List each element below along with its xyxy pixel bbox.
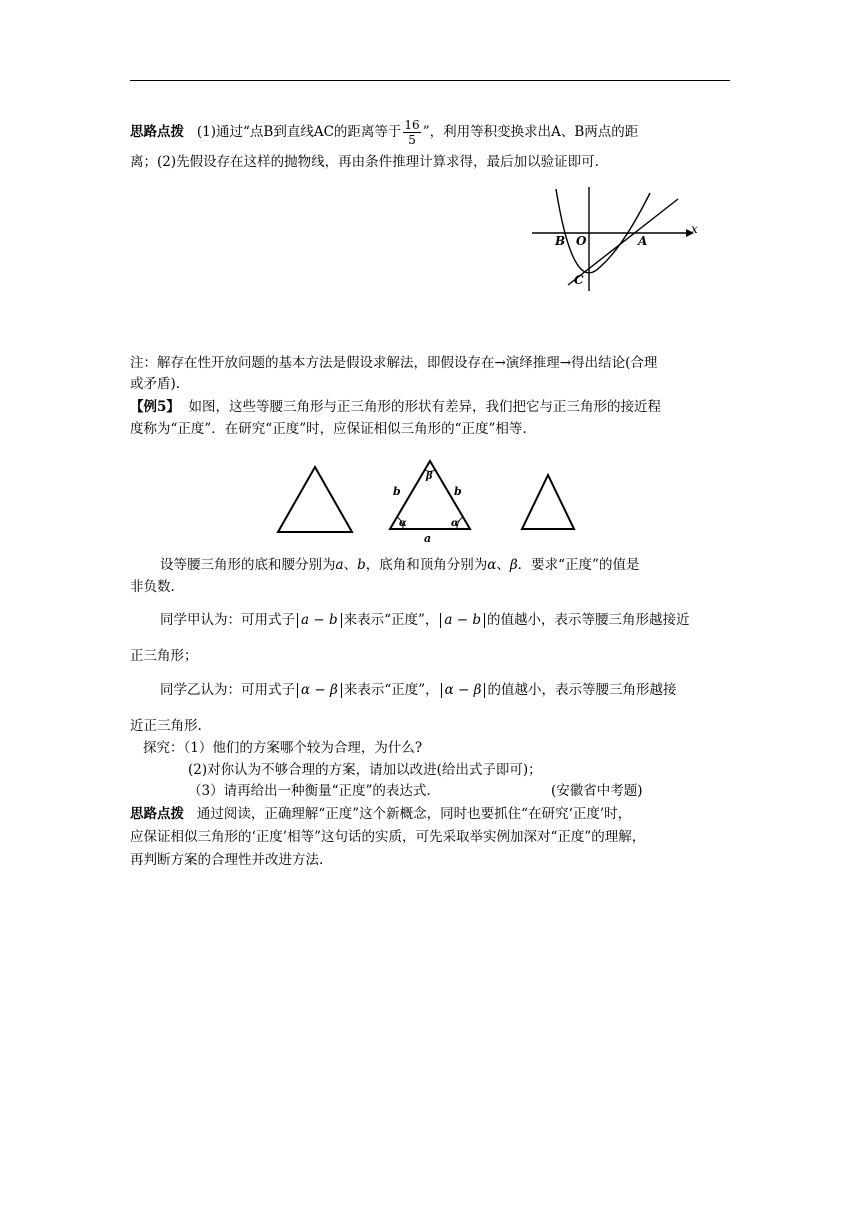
hint2-line1 <box>130 805 730 823</box>
para1-line2: 非负数. <box>130 579 175 595</box>
hint2-text: 通过阅读，正确理解“正度”这个新概念，同时也要抓住“在研究‘正度’时， <box>196 806 632 822</box>
x-axis-label: x <box>691 222 698 236</box>
example5-line2: 度称为“正度”．在研究“正度”时，应保证相似三角形的“正度”相等. <box>130 421 527 437</box>
hint1-line2: 离；(2)先假设存在这样的抛物线，再由条件推理计算求得，最后加以验证即可. <box>130 154 599 170</box>
hint-label: 思路点拨 <box>130 124 184 140</box>
fraction-numerator: 16 <box>404 118 420 132</box>
para2-text: 来表示“正度”， <box>343 612 439 628</box>
para1-text: ．要求“正度”的值是 <box>517 557 640 573</box>
para3-line2: 近正三角形. <box>130 718 202 734</box>
abs-expression: α − β <box>441 683 486 698</box>
side-b-left-label: b <box>393 485 401 498</box>
abs-expression: α − β <box>297 683 342 698</box>
para2-text: 同学甲认为：可用式子 <box>160 612 295 628</box>
para2-text: 的值越小，表示等腰三角形越接近 <box>487 612 690 628</box>
example-label: 【例5】 <box>130 399 180 415</box>
hint1-text-a: (1)通过“点B到直线AC的距离等于 <box>196 124 402 140</box>
abs-expression: a − b <box>297 613 342 628</box>
var-beta: β <box>509 557 518 573</box>
separator: 、 <box>343 557 358 573</box>
fraction-denominator: 5 <box>408 133 416 147</box>
para3-line1 <box>160 681 730 699</box>
origin-label: O <box>576 234 587 248</box>
beta-label: β <box>426 471 433 482</box>
point-b-label: B <box>555 234 566 248</box>
para3-text: 同学乙认为：可用式子 <box>160 682 295 698</box>
separator: 、 <box>496 557 510 573</box>
example5-text: 如图，这些等腰三角形与正三角形的形状有差异，我们把它与正三角形的接近程 <box>188 399 661 415</box>
alpha-right-label: α <box>451 518 459 529</box>
alpha-left-label: α <box>399 518 407 529</box>
para1-text: 设等腰三角形的底和腰分别为 <box>160 557 336 573</box>
explore-q2: (2)对你认为不够合理的方案，请加以改进(给出式子即可)； <box>188 762 542 778</box>
var-a: a <box>335 557 344 573</box>
var-alpha: α <box>487 557 497 573</box>
hint2-line3: 再判断方案的合理性并改进方法. <box>130 852 324 868</box>
para1-text: ，底角和顶角分别为 <box>365 557 488 573</box>
hint1-line1 <box>130 118 730 147</box>
explore-q3: （3）请再给出一种衡量“正度”的表达式. <box>188 783 431 799</box>
header-rule <box>130 80 730 81</box>
parabola-curve <box>556 189 650 273</box>
hint2-line2: 应保证相似三角形的‘正度’相等”这句话的实质，可先采取举实例加深对“正度”的理解， <box>130 829 646 845</box>
para2-line2: 正三角形； <box>130 648 198 664</box>
hint1-text-b: ”，利用等积变换求出A、B两点的距 <box>422 124 639 140</box>
side-b-right-label: b <box>454 485 462 498</box>
base-a-label: a <box>424 532 432 545</box>
explore-q1: 探究：（1）他们的方案哪个较为合理，为什么? <box>143 740 423 756</box>
var-b: b <box>357 557 366 573</box>
para1-line1 <box>160 556 730 574</box>
note-line2: 或矛盾). <box>130 376 181 392</box>
point-a-label: A <box>638 234 648 248</box>
note-line1: 注：解存在性开放问题的基本方法是假设求解法，即假设存在→演绎推理→得出结论(合理 <box>130 355 658 371</box>
parabola-figure <box>528 185 698 295</box>
abs-expression: a − b <box>440 613 485 628</box>
para2-line1 <box>160 611 730 629</box>
equilateral-triangle <box>278 467 352 532</box>
triangles-figure <box>270 455 590 545</box>
fraction <box>403 118 420 147</box>
isosceles-triangle-narrow <box>522 475 574 529</box>
hint-label: 思路点拨 <box>130 806 184 822</box>
para3-text: 的值越小，表示等腰三角形越接 <box>487 682 677 698</box>
para3-text: 来表示“正度”， <box>343 682 439 698</box>
example5-line1 <box>130 398 730 416</box>
point-c-label: C <box>574 273 584 287</box>
source-note: (安徽省中考题) <box>551 783 643 799</box>
